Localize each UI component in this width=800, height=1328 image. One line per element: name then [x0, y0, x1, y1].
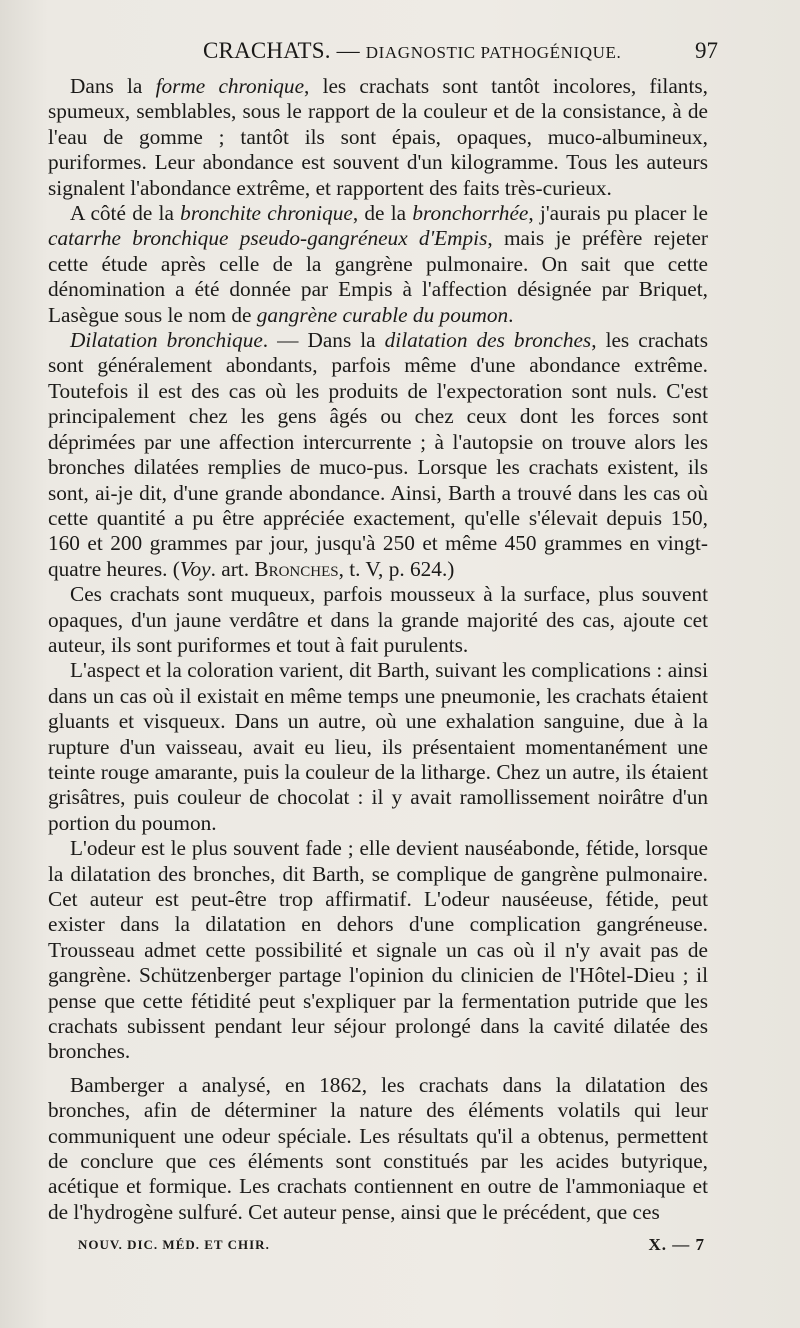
- paragraph-bronchite-chronique: [48, 201, 708, 328]
- text-run: , j'aurais pu placer le: [528, 201, 708, 226]
- running-head-subtitle: DIAGNOSTIC PATHOGÉNIQUE.: [365, 43, 622, 62]
- italic-term: Voy: [179, 556, 211, 581]
- signature-left: NOUV. DIC. MÉD. ET CHIR.: [78, 1237, 270, 1252]
- paragraph-bamberger: Bamberger a analysé, en 1862, les crachats dans la dilatation des bronches, afin de déterminer la nature des éléments volatils qui leur communiquent une odeur spéciale. Les résultats qu'il a obtenus, permettent de conclure que ces éléments sont constitués par les acides butyrique, acétique et formique. Les crachats contiennent en outre de l'ammoniaque et de l'hydrogène sulfuré. Cet auteur pense, ainsi que le précédent, que ces: [48, 1072, 708, 1224]
- text-run: , t. V, p. 624.): [338, 556, 455, 581]
- italic-term: d': [407, 226, 435, 251]
- paragraph-forme-chronique: [48, 74, 708, 201]
- text-run: . art.: [210, 556, 255, 581]
- italic-term: bronchite chronique: [180, 201, 353, 226]
- running-head: [203, 38, 621, 64]
- paragraph-aspect-coloration: L'aspect et la coloration varient, dit Barth, suivant les complications : ainsi dans un cas où il existait en même temps une pneumonie, les crachats étaient gluants et visqueux. Dans un autre, où une exhalation sanguine, due à la rupture d'un vaisseau, avait eu lieu, ils présentaient momentanément une teinte rouge amarante, puis la couleur de la litharge. Chez un autre, ils étaient grisâtres, puis couleur de chocolat : il y avait ramollissement noirâtre d'un portion du poumon.: [48, 658, 708, 835]
- page-header: [48, 38, 718, 68]
- running-head-main: CRACHATS. —: [203, 38, 366, 63]
- paragraph-dilatation-bronchique: [48, 328, 708, 582]
- text-run: , les crachats sont généralement abondants, parfois même d'une abondance extrême. Toutefois il est des cas où les produits de l'expectoration sont nuls. C'est principalement chez les gens âgés ou chez ceux dont les forces sont déprimées par une affection intercurrente ; à l'autopsie on trouve alors les bronches dilatées remplies de muco-pus. Lorsque les crachats existent, ils sont, ai-je dit, d'une grande abondance. Ainsi, Barth a trouvé dans les cas où cette quantité a pu être appréciée exactement, qu'elle s'élevait depuis 150, 160 et 200 grammes par jour, jusqu'à 250 et même 450 grammes en vingt-quatre heures. (: [48, 328, 709, 581]
- text-run: A côté de la: [70, 201, 181, 226]
- text-run: , mais je préfère rejeter cette étude après celle de la gangrène pulmonaire. On sait que cette dénomination a été donnée par Empis à l'affection désignée par Briquet, Lasègue sous le nom de: [48, 226, 708, 327]
- italic-term: gangrène curable du poumon: [256, 302, 509, 327]
- italic-term: Empis: [434, 226, 488, 251]
- paragraph-odeur: L'odeur est le plus souvent fade ; elle devient nauséabonde, fétide, lorsque la dilatation des bronches, dit Barth, se complique de gangrène pulmonaire. Cet auteur est peut-être trop affirmatif. L'odeur nauséeuse, fétide, peut exister dans la dilatation en dehors d'une complication gangréneuse. Trousseau admet cette possibilité et signale un cas où il n'y avait pas de gangrène. Schützenberger partage l'opinion du clinicien de l'Hôtel-Dieu ; il pense que cette fétidité peut s'expliquer par la fermentation putride que les crachats subissent pendant leur séjour prolongé dans la cavité dilatée des bronches.: [48, 836, 708, 1064]
- paragraph-crachats-muqueux: Ces crachats sont muqueux, parfois mousseux à la surface, plus souvent opaques, d'un jaune verdâtre et dans la grande majorité des cas, ajoute cet auteur, ils sont puriformes et tout à fait purulents.: [48, 582, 708, 657]
- signature-right: X. — 7: [648, 1235, 705, 1254]
- italic-term: dilatation des bronches: [384, 328, 592, 353]
- text-run: , de la: [352, 201, 413, 226]
- section-heading-italic: Dilatation bronchique: [70, 328, 263, 353]
- text-run: Dans la: [70, 74, 156, 98]
- italic-term: bronchorrhée: [412, 201, 529, 226]
- italic-term: catarrhe bronchique pseudo-gangréneux: [48, 226, 408, 251]
- italic-term: forme chronique: [155, 74, 305, 98]
- page-body: [48, 74, 708, 1225]
- text-run: .: [508, 302, 514, 327]
- page-footer: [78, 1237, 705, 1259]
- text-run: , les crachats sont tantôt incolores, filants, spumeux, semblables, sous le rapport de la couleur et de la consistance, à de l'eau de gomme ; tantôt ils sont épais, opaques, muco-albumineux, puriformes. Leur abondance est souvent d'un kilogramme. Tous les auteurs signalent l'abondance extrême, et rapportent des faits très-curieux.: [48, 74, 708, 200]
- page-number: 97: [695, 38, 718, 63]
- text-run: . — Dans la: [262, 328, 385, 353]
- small-caps-reference: Bronches: [254, 556, 339, 581]
